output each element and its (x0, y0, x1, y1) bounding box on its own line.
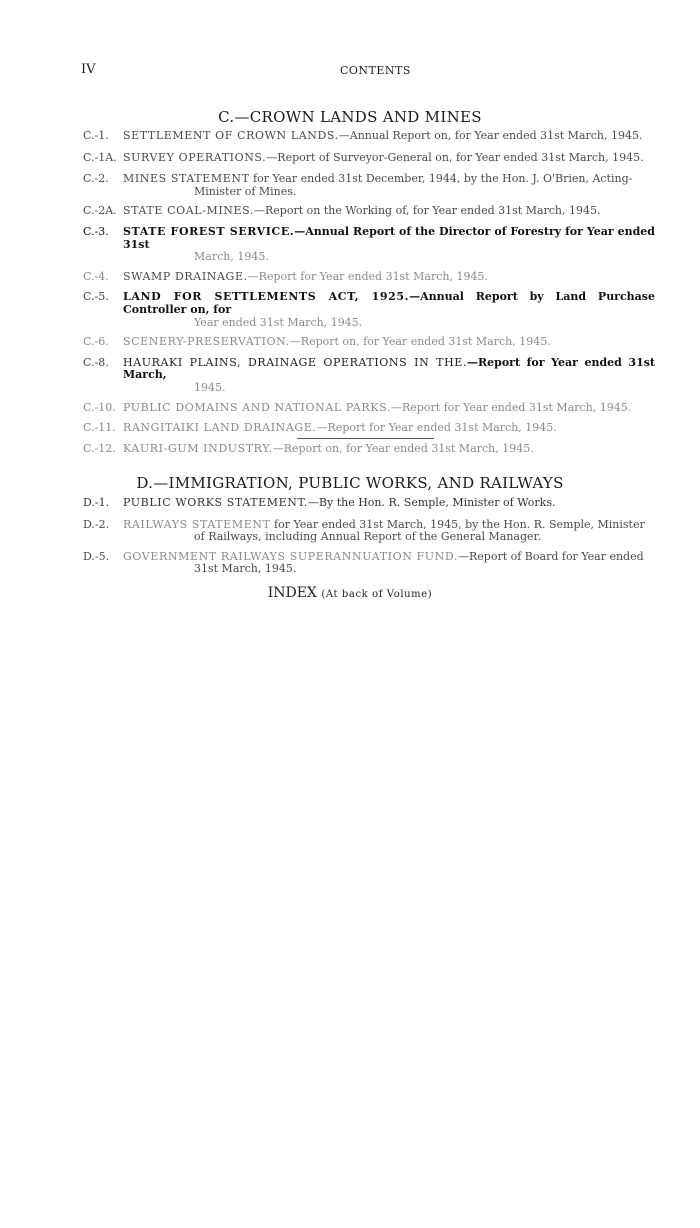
entry-title: SURVEY OPERATIONS. (123, 150, 267, 164)
entry-description: —Report for Year ended 31st March, (123, 355, 655, 382)
entry-code: D.-1. (83, 496, 110, 509)
index-label: INDEX (267, 585, 317, 601)
list-item (0, 336, 700, 349)
entry-code: C.-1. (83, 129, 109, 142)
entry-title: LAND FOR SETTLEMENTS ACT, 1925. (123, 290, 410, 304)
entry-code: C.-8. (83, 355, 109, 369)
entry-code: C.-3. (83, 224, 109, 238)
index-note (0, 585, 700, 601)
entry-description: —Report on, for Year ended 31st March, 1945. (272, 441, 534, 455)
entry-description: —Report on, for Year ended 31st March, 1945. (289, 335, 551, 349)
section-title-d: D.—IMMIGRATION, PUBLIC WORKS, AND RAILWAYS (136, 474, 564, 492)
entry-title: STATE COAL-MINES. (123, 204, 254, 218)
list-item (0, 226, 700, 264)
entry-continuation: March, 1945. (194, 250, 269, 264)
list-item (0, 519, 700, 544)
entry-title: RAILWAYS STATEMENT (123, 517, 271, 531)
entry-continuation: Year ended 31st March, 1945. (194, 315, 363, 329)
entry-continuation: 1945. (194, 380, 226, 394)
entry-description: for Year ended 31st March, 1945, by the Hon. R. Semple, Minister (270, 517, 645, 531)
entry-code: D.-2. (83, 517, 110, 531)
list-item (0, 357, 700, 395)
entry-description: —Report on the Working of, for Year ended 31st March, 1945. (253, 204, 601, 218)
entry-description: —Report for Year ended 31st March, 1945. (316, 421, 557, 435)
entry-continuation: Minister of Mines. (194, 184, 297, 198)
list-item (0, 402, 700, 415)
list-item (0, 291, 700, 329)
entry-code: C.-6. (83, 335, 109, 349)
list-item (0, 551, 700, 576)
entry-title: RANGITAIKI LAND DRAINAGE. (123, 421, 317, 435)
section-title-c: C.—CROWN LANDS AND MINES (218, 108, 482, 126)
list-item (0, 152, 700, 165)
entry-title: SCENERY-PRESERVATION. (123, 335, 290, 349)
entry-description: —Report for Year ended 31st March, 1945. (247, 269, 488, 283)
entry-title: GOVERNMENT RAILWAYS SUPERANNUATION FUND. (123, 549, 458, 563)
index-location: (At back of Volume) (321, 589, 433, 600)
entry-title: HAURAKI PLAINS, DRAINAGE OPERATIONS IN THE. (123, 355, 468, 369)
entry-title: STATE FOREST SERVICE. (123, 224, 295, 238)
entry-code: C.-2. (83, 172, 109, 186)
entry-continuation: of Railways, including Annual Report of the General Manager. (194, 530, 542, 544)
entry-code: C.-1A. (83, 150, 117, 164)
entry-description: —Annual Report of the Director of Forestry for Year ended 31st (123, 224, 655, 251)
entry-code: C.-12. (83, 441, 116, 455)
running-head: CONTENTS (340, 64, 411, 77)
list-item (0, 205, 700, 218)
entry-title: KAURI-GUM INDUSTRY. (123, 441, 273, 455)
section-divider (297, 438, 434, 439)
list-item (0, 130, 700, 143)
entry-title: MINES STATEMENT (123, 172, 250, 186)
list-item (0, 443, 700, 456)
entry-description: for Year ended 31st December, 1944, by the Hon. J. O'Brien, Acting- (249, 172, 633, 186)
entry-title: SETTLEMENT OF CROWN LANDS. (123, 129, 339, 142)
entry-code: C.-5. (83, 290, 109, 304)
entry-title: PUBLIC WORKS STATEMENT. (123, 496, 308, 509)
page-number: IV (81, 62, 96, 77)
entry-description: —Annual Report by Land Purchase Controller on, for (123, 290, 655, 316)
entry-code: D.-5. (83, 549, 110, 563)
entry-description: —Report of Surveyor-General on, for Year ended 31st March, 1945. (266, 150, 644, 164)
entry-description: —Annual Report on, for Year ended 31st March, 1945. (338, 129, 643, 142)
entry-code: C.-4. (83, 269, 109, 283)
list-item (0, 271, 700, 284)
entry-continuation: 31st March, 1945. (194, 562, 297, 576)
entry-description: —By the Hon. R. Semple, Minister of Works. (307, 496, 556, 509)
entry-description: —Report for Year ended 31st March, 1945. (390, 400, 632, 414)
list-item (0, 497, 700, 510)
list-item (0, 173, 700, 198)
entry-title: PUBLIC DOMAINS AND NATIONAL PARKS. (123, 400, 391, 414)
entry-code: C.-2A. (83, 204, 117, 218)
entry-code: C.-10. (83, 400, 116, 414)
section-d-entries (0, 497, 700, 583)
entry-code: C.-11. (83, 421, 116, 435)
entry-description: —Report of Board for Year ended (457, 549, 644, 563)
list-item (0, 422, 700, 435)
entry-title: SWAMP DRAINAGE. (123, 269, 248, 283)
section-c-entries (0, 130, 700, 463)
